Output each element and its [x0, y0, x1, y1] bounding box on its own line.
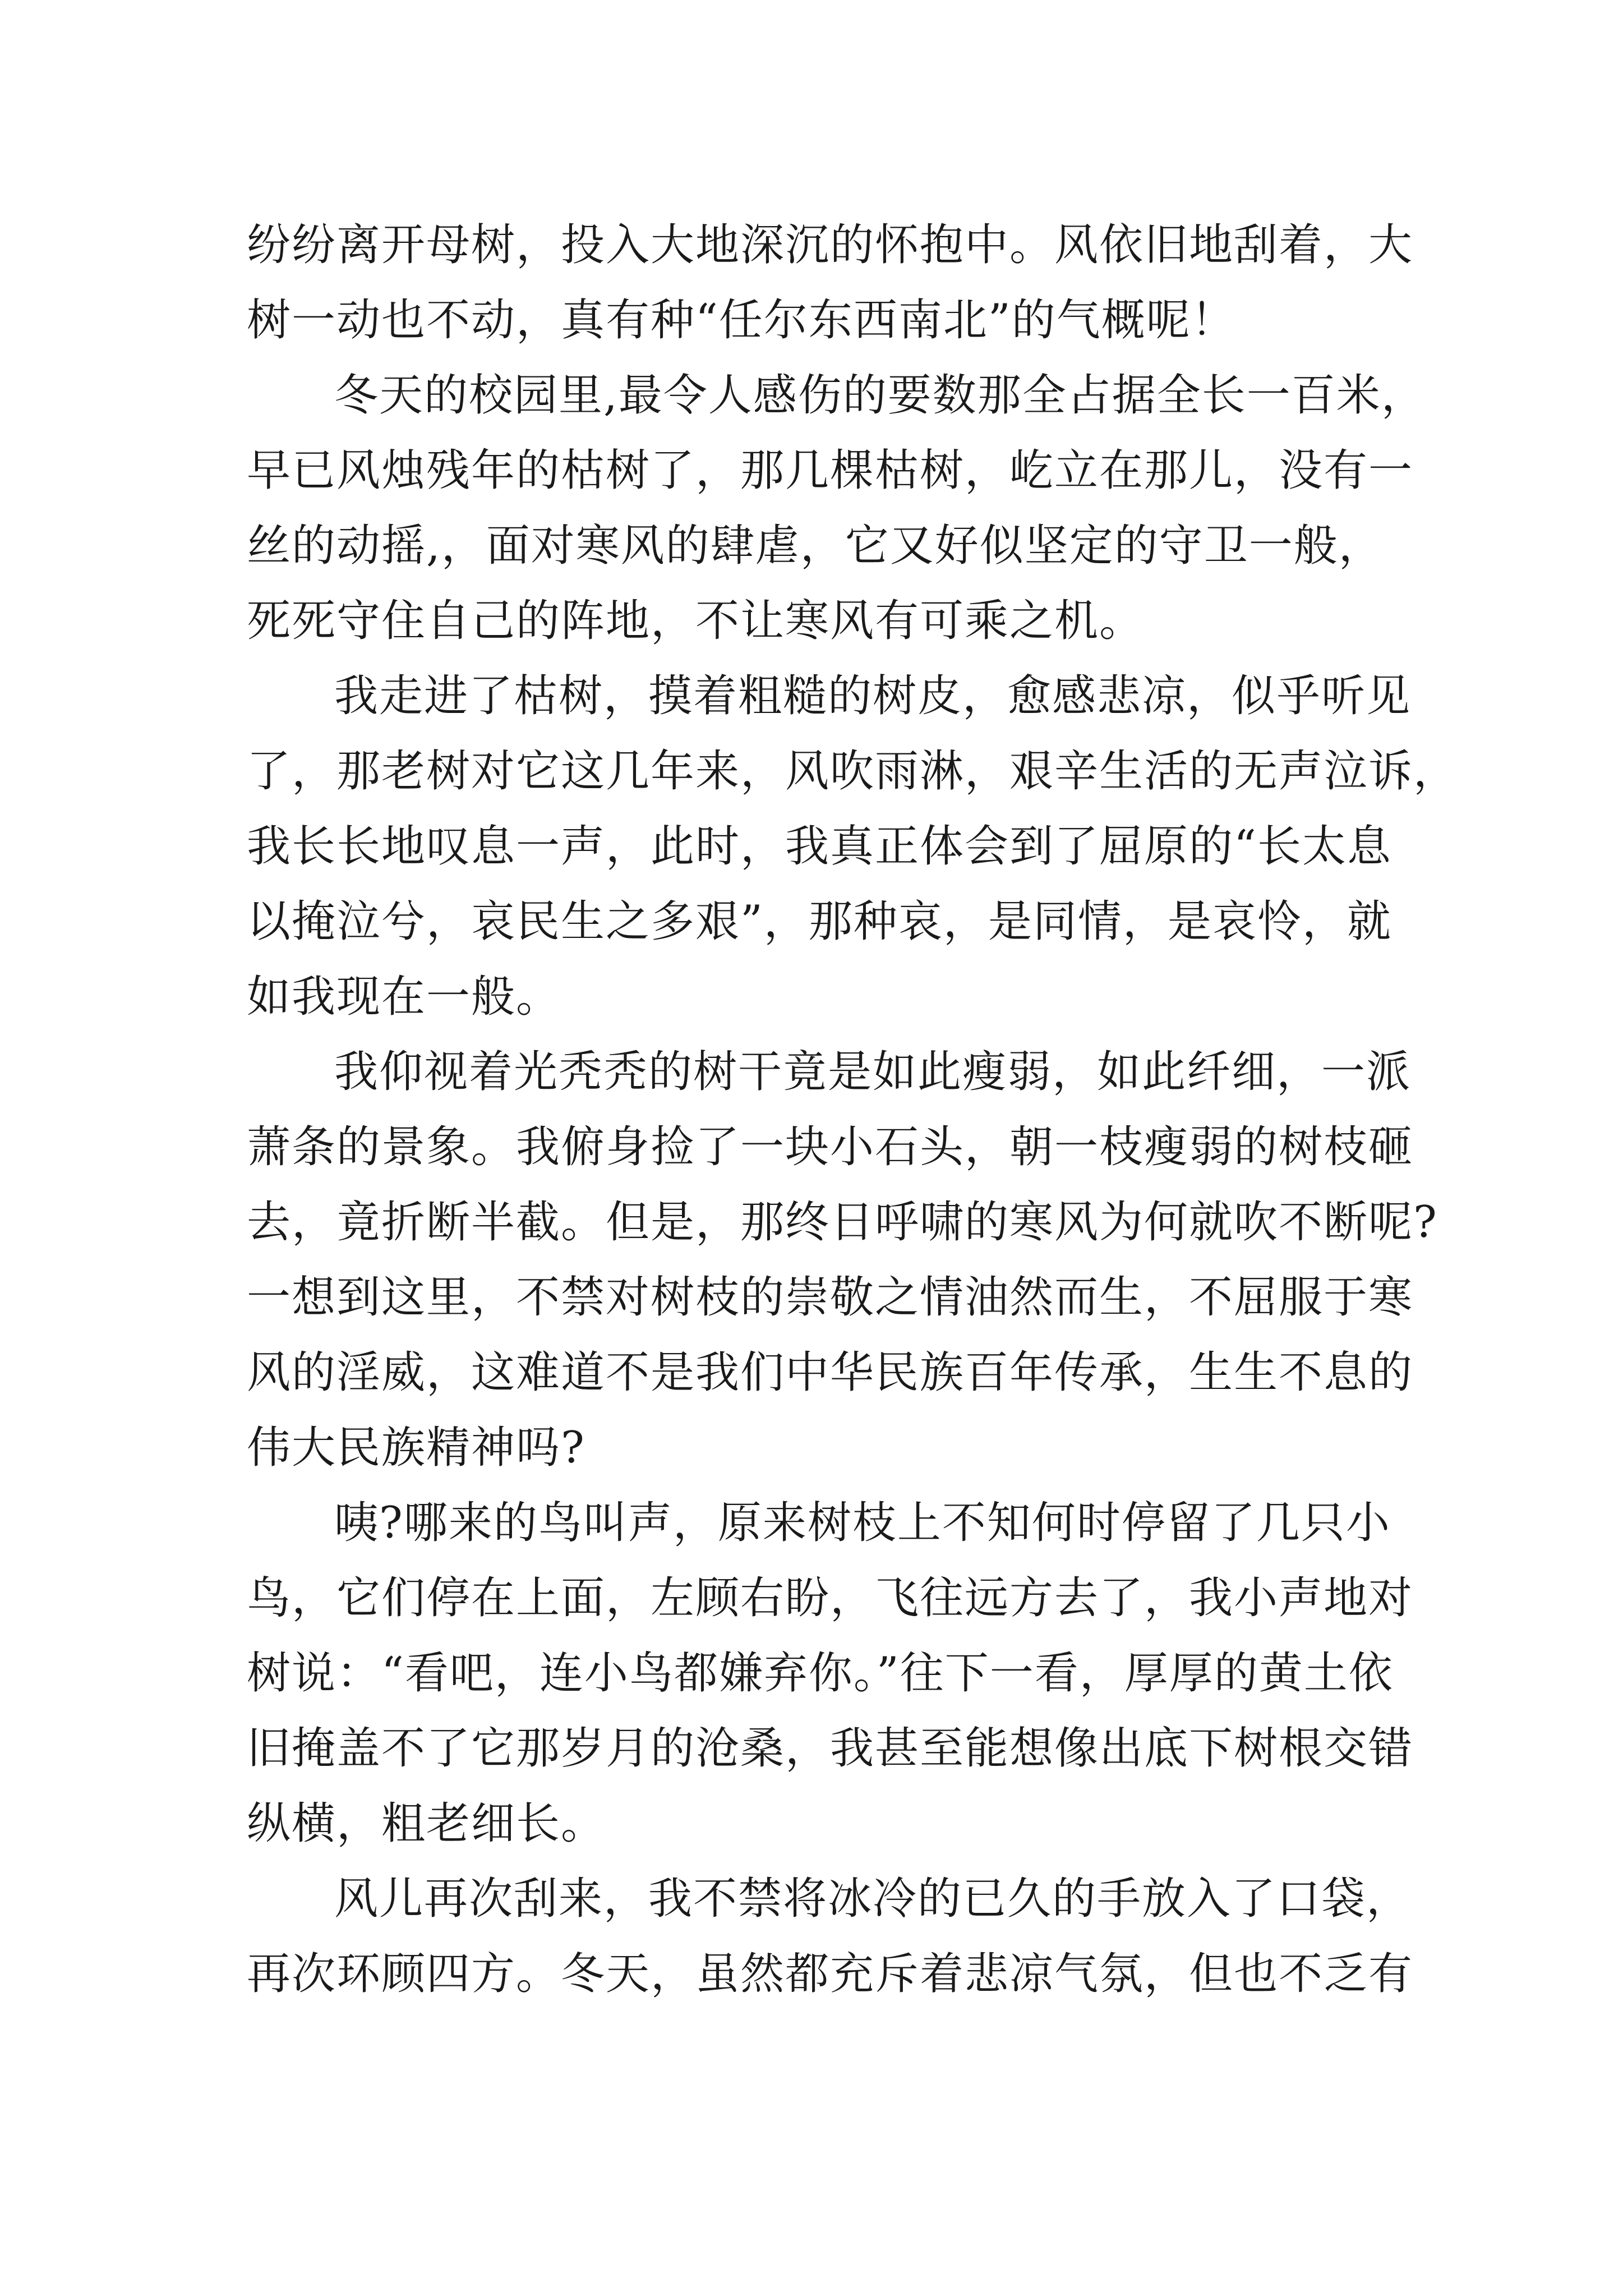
- text-line: 树说：“看吧，连小鸟都嫌弃你。”往下一看，厚厚的黄土依: [247, 1648, 1394, 1699]
- paragraph-2: [247, 358, 1436, 659]
- text-line: 丝的动摇,，面对寒风的肆虐，它又好似坚定的守卫一般，: [247, 521, 1384, 571]
- paragraph-1: [247, 208, 1436, 358]
- text-line: 死死守住自己的阵地，不让寒风有可乘之机。: [247, 596, 1145, 646]
- text-line: 一想到这里，不禁对树枝的崇敬之情油然而生，不屈服于寒: [247, 1272, 1414, 1323]
- essay-body: [247, 208, 1459, 2012]
- text-line: 风的淫威，这难道不是我们中华民族百年传承，生生不息的: [247, 1347, 1414, 1398]
- text-line: 纵横，粗老细长。: [247, 1798, 606, 1849]
- text-line: 旧掩盖不了它那岁月的沧桑，我甚至能想像出底下树根交错: [247, 1723, 1414, 1774]
- text-line: 如我现在一般。: [247, 972, 561, 1022]
- paragraph-6: [247, 1861, 1436, 2012]
- text-line: 早已风烛残年的枯树了，那几棵枯树，屹立在那儿，没有一: [247, 445, 1414, 496]
- text-line: 去，竟折断半截。但是，那终日呼啸的寒风为何就吹不断呢?: [247, 1197, 1438, 1248]
- text-line: 我走进了枯树，摸着粗糙的树皮，愈感悲凉，似乎听见: [334, 671, 1412, 721]
- text-line: 以掩泣兮，哀民生之多艰”，那种哀，是同情，是哀怜，就: [247, 896, 1392, 947]
- text-line: 树一动也不动，真有种“任尔东西南北”的气概呢！: [247, 295, 1236, 346]
- text-line: 再次环顾四方。冬天，虽然都充斥着悲凉气氛，但也不乏有: [247, 1949, 1414, 1999]
- paragraph-5: [247, 1485, 1436, 1861]
- text-line: 我仰视着光秃秃的树干竟是如此瘦弱，如此纤细，一派: [334, 1047, 1412, 1097]
- text-line: 了，那老树对它这几年来，风吹雨淋，艰辛生活的无声泣诉，: [247, 746, 1459, 797]
- paragraph-4: [247, 1034, 1436, 1485]
- text-line: 萧条的景象。我俯身捡了一块小石头，朝一枝瘦弱的树枝砸: [247, 1122, 1414, 1172]
- text-line: 咦?哪来的鸟叫声，原来树枝上不知何时停留了几只小: [334, 1498, 1391, 1548]
- text-line: 纷纷离开母树，投入大地深沉的怀抱中。风依旧地刮着，大: [247, 220, 1414, 270]
- text-line: 冬天的校园里,最令人感伤的要数那全占据全长一百米，: [334, 370, 1426, 421]
- paragraph-3: [247, 659, 1459, 1034]
- text-line: 伟大民族精神吗?: [247, 1423, 585, 1473]
- text-line: 我长长地叹息一声，此时，我真正体会到了屈原的“长太息: [247, 821, 1392, 872]
- text-line: 鸟，它们停在上面，左顾右盼，飞往远方去了，我小声地对: [247, 1573, 1414, 1623]
- text-line: 风儿再次刮来，我不禁将冰冷的已久的手放入了口袋，: [334, 1874, 1412, 1924]
